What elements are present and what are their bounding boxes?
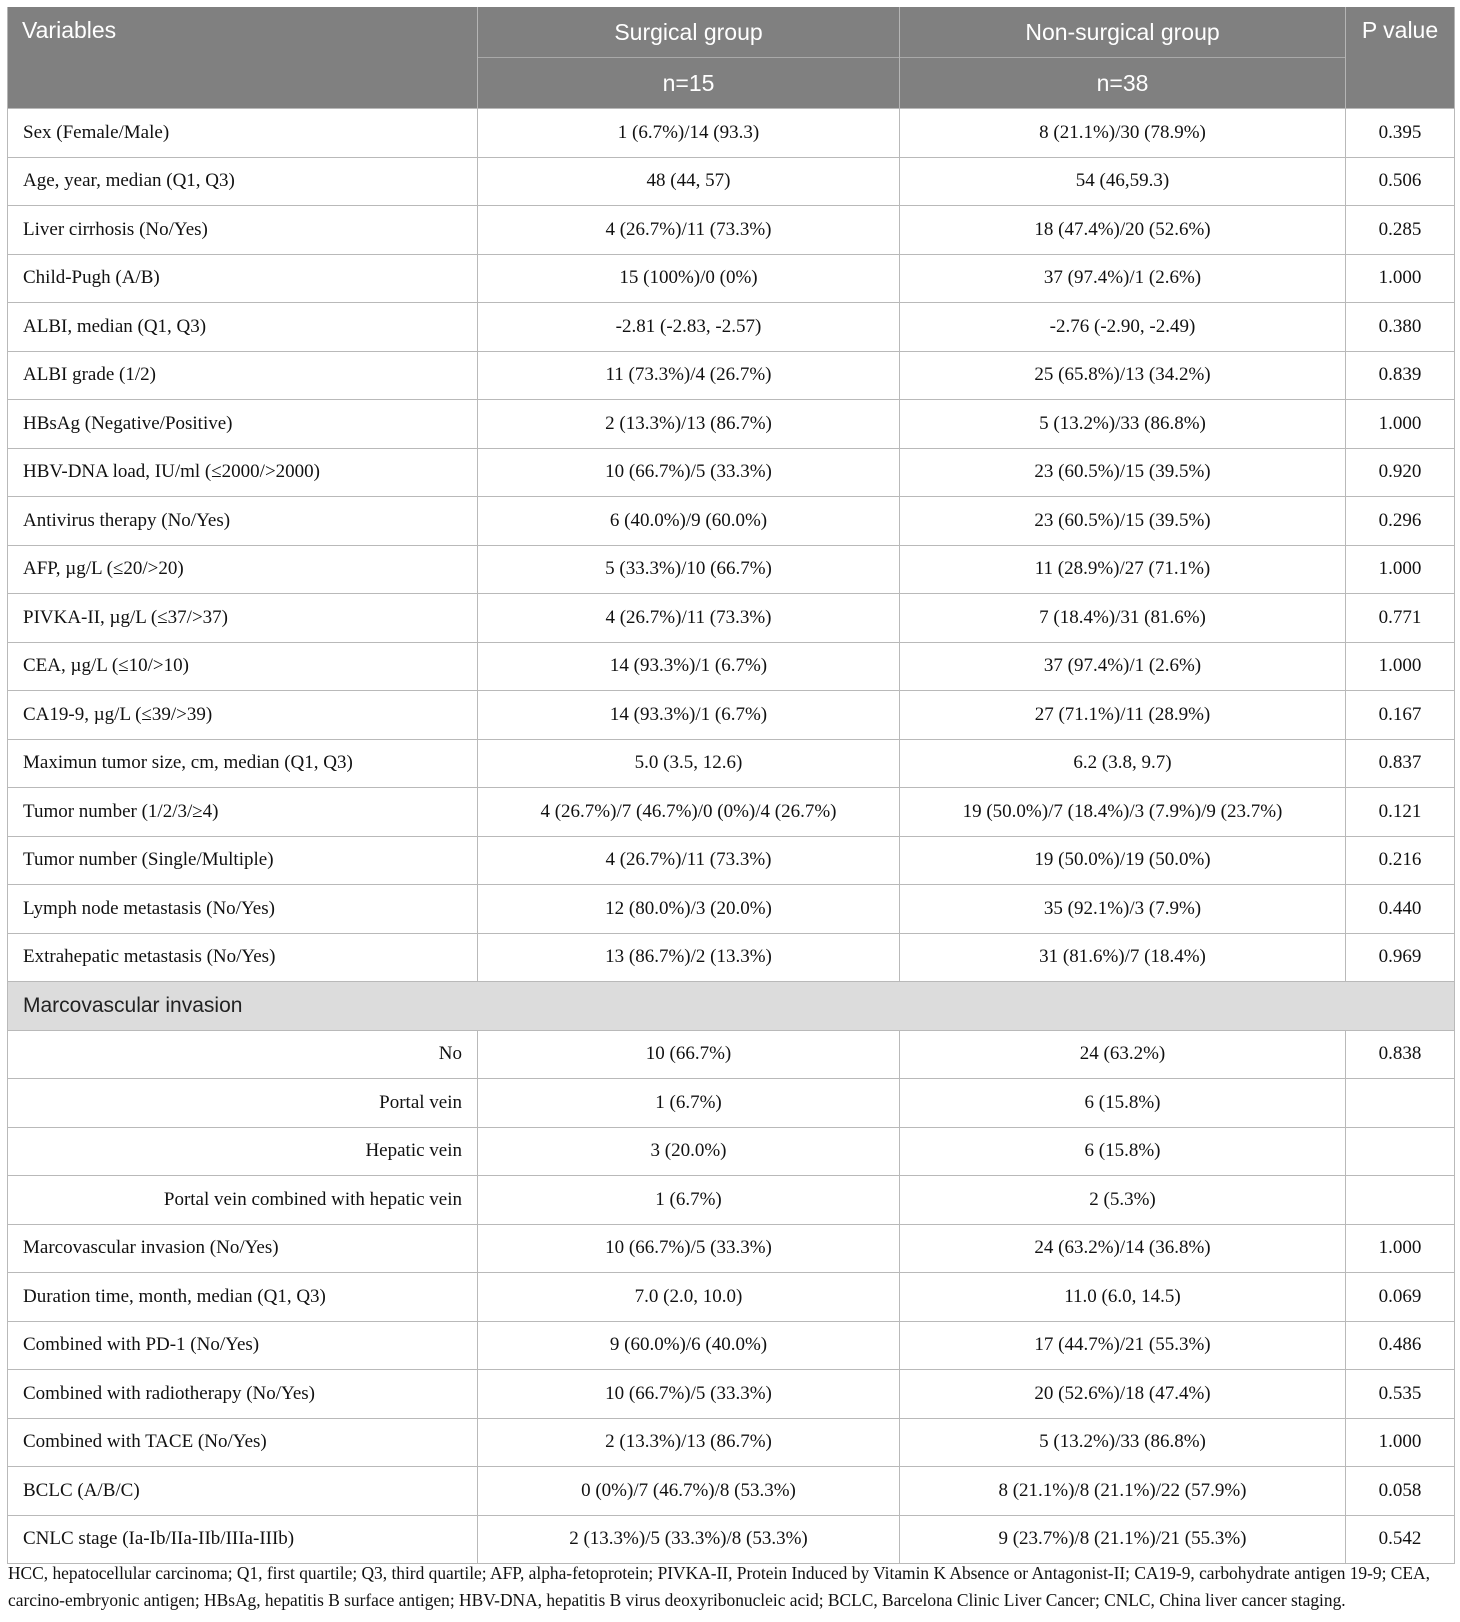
- table-row: [8, 1273, 1455, 1322]
- p-value: [1346, 1176, 1455, 1225]
- table-body-top: [8, 109, 1455, 982]
- surgical-value: 2 (13.3%)/5 (33.3%)/8 (53.3%): [478, 1515, 900, 1564]
- table-row: [8, 1467, 1455, 1516]
- p-value: 0.920: [1346, 448, 1455, 497]
- p-value: 0.440: [1346, 885, 1455, 934]
- surgical-value: 10 (66.7%)/5 (33.3%): [478, 1224, 900, 1273]
- row-label: Liver cirrhosis (No/Yes): [8, 206, 478, 255]
- nonsurgical-value: 20 (52.6%)/18 (47.4%): [900, 1370, 1346, 1419]
- table-row: [8, 642, 1455, 691]
- surgical-value: 9 (60.0%)/6 (40.0%): [478, 1321, 900, 1370]
- row-label: CNLC stage (Ia-Ib/IIa-IIb/IIIa-IIIb): [8, 1515, 478, 1564]
- surgical-value: 12 (80.0%)/3 (20.0%): [478, 885, 900, 934]
- row-label: HBsAg (Negative/Positive): [8, 400, 478, 449]
- table-header: [8, 7, 1455, 109]
- row-label: Marcovascular invasion (No/Yes): [8, 1224, 478, 1273]
- p-value: 1.000: [1346, 642, 1455, 691]
- surgical-value: 1 (6.7%): [478, 1079, 900, 1128]
- nonsurgical-value: 23 (60.5%)/15 (39.5%): [900, 497, 1346, 546]
- p-value: 0.542: [1346, 1515, 1455, 1564]
- table-body-bottom: [8, 1224, 1455, 1564]
- table-row: [8, 836, 1455, 885]
- row-label: Child-Pugh (A/B): [8, 254, 478, 303]
- surgical-value: 4 (26.7%)/11 (73.3%): [478, 206, 900, 255]
- table-wrapper: [7, 7, 1454, 1564]
- table-row: [8, 254, 1455, 303]
- table-row: [8, 885, 1455, 934]
- row-label: Lymph node metastasis (No/Yes): [8, 885, 478, 934]
- table-body-sub: [8, 1030, 1455, 1224]
- nonsurgical-value: 8 (21.1%)/8 (21.1%)/22 (57.9%): [900, 1467, 1346, 1516]
- row-label: AFP, µg/L (≤20/>20): [8, 545, 478, 594]
- p-value: 0.771: [1346, 594, 1455, 643]
- table-section: [8, 982, 1455, 1031]
- surgical-value: 10 (66.7%)/5 (33.3%): [478, 1370, 900, 1419]
- p-value: 0.969: [1346, 933, 1455, 982]
- table-row: [8, 691, 1455, 740]
- row-label: Combined with radiotherapy (No/Yes): [8, 1370, 478, 1419]
- row-label: Combined with TACE (No/Yes): [8, 1418, 478, 1467]
- row-label: Portal vein combined with hepatic vein: [8, 1176, 478, 1225]
- surgical-value: 7.0 (2.0, 10.0): [478, 1273, 900, 1322]
- row-label: Tumor number (Single/Multiple): [8, 836, 478, 885]
- header-surgical-n: n=15: [478, 58, 900, 109]
- row-label: Maximun tumor size, cm, median (Q1, Q3): [8, 739, 478, 788]
- table-row: [8, 448, 1455, 497]
- row-label: Sex (Female/Male): [8, 109, 478, 158]
- table-row: [8, 351, 1455, 400]
- p-value: 1.000: [1346, 545, 1455, 594]
- surgical-value: 2 (13.3%)/13 (86.7%): [478, 1418, 900, 1467]
- p-value: 1.000: [1346, 1418, 1455, 1467]
- p-value: 1.000: [1346, 400, 1455, 449]
- row-label: Extrahepatic metastasis (No/Yes): [8, 933, 478, 982]
- nonsurgical-value: 2 (5.3%): [900, 1176, 1346, 1225]
- header-row: [8, 7, 1455, 58]
- surgical-value: 5.0 (3.5, 12.6): [478, 739, 900, 788]
- nonsurgical-value: 11.0 (6.0, 14.5): [900, 1273, 1346, 1322]
- p-value: 0.506: [1346, 157, 1455, 206]
- row-label: Tumor number (1/2/3/≥4): [8, 788, 478, 837]
- table-row: [8, 545, 1455, 594]
- row-label: Portal vein: [8, 1079, 478, 1128]
- header-nonsurgical-group: Non-surgical group: [900, 7, 1346, 58]
- table-row: [8, 1515, 1455, 1564]
- surgical-value: 14 (93.3%)/1 (6.7%): [478, 691, 900, 740]
- nonsurgical-value: 37 (97.4%)/1 (2.6%): [900, 642, 1346, 691]
- p-value: 0.535: [1346, 1370, 1455, 1419]
- surgical-value: 4 (26.7%)/7 (46.7%)/0 (0%)/4 (26.7%): [478, 788, 900, 837]
- nonsurgical-value: 5 (13.2%)/33 (86.8%): [900, 1418, 1346, 1467]
- nonsurgical-value: 25 (65.8%)/13 (34.2%): [900, 351, 1346, 400]
- surgical-value: 2 (13.3%)/13 (86.7%): [478, 400, 900, 449]
- row-label: Antivirus therapy (No/Yes): [8, 497, 478, 546]
- surgical-value: 10 (66.7%): [478, 1030, 900, 1079]
- p-value: 0.121: [1346, 788, 1455, 837]
- row-label: Combined with PD-1 (No/Yes): [8, 1321, 478, 1370]
- p-value: 0.216: [1346, 836, 1455, 885]
- nonsurgical-value: 11 (28.9%)/27 (71.1%): [900, 545, 1346, 594]
- p-value: 0.285: [1346, 206, 1455, 255]
- table-row: [8, 933, 1455, 982]
- baseline-characteristics-table: [7, 7, 1455, 1564]
- table-row: [8, 1127, 1455, 1176]
- table-row: [8, 206, 1455, 255]
- nonsurgical-value: 5 (13.2%)/33 (86.8%): [900, 400, 1346, 449]
- p-value: [1346, 1079, 1455, 1128]
- p-value: 0.069: [1346, 1273, 1455, 1322]
- surgical-value: 1 (6.7%)/14 (93.3): [478, 109, 900, 158]
- header-p-value: P value: [1346, 7, 1455, 109]
- nonsurgical-value: 8 (21.1%)/30 (78.9%): [900, 109, 1346, 158]
- p-value: 0.395: [1346, 109, 1455, 158]
- nonsurgical-value: 19 (50.0%)/7 (18.4%)/3 (7.9%)/9 (23.7%): [900, 788, 1346, 837]
- table-row: [8, 1321, 1455, 1370]
- surgical-value: 15 (100%)/0 (0%): [478, 254, 900, 303]
- p-value: 1.000: [1346, 254, 1455, 303]
- surgical-value: 3 (20.0%): [478, 1127, 900, 1176]
- table-row: [8, 109, 1455, 158]
- p-value: [1346, 1127, 1455, 1176]
- surgical-value: 11 (73.3%)/4 (26.7%): [478, 351, 900, 400]
- table-row: [8, 1224, 1455, 1273]
- surgical-value: 4 (26.7%)/11 (73.3%): [478, 836, 900, 885]
- surgical-value: 48 (44, 57): [478, 157, 900, 206]
- row-label: CEA, µg/L (≤10/>10): [8, 642, 478, 691]
- table-row: [8, 303, 1455, 352]
- nonsurgical-value: -2.76 (-2.90, -2.49): [900, 303, 1346, 352]
- section-label: Marcovascular invasion: [8, 982, 1455, 1031]
- nonsurgical-value: 24 (63.2%)/14 (36.8%): [900, 1224, 1346, 1273]
- p-value: 0.296: [1346, 497, 1455, 546]
- nonsurgical-value: 27 (71.1%)/11 (28.9%): [900, 691, 1346, 740]
- nonsurgical-value: 6 (15.8%): [900, 1079, 1346, 1128]
- row-label: PIVKA-II, µg/L (≤37/>37): [8, 594, 478, 643]
- p-value: 1.000: [1346, 1224, 1455, 1273]
- surgical-value: -2.81 (-2.83, -2.57): [478, 303, 900, 352]
- header-nonsurgical-n: n=38: [900, 58, 1346, 109]
- header-surgical-group: Surgical group: [478, 7, 900, 58]
- surgical-value: 6 (40.0%)/9 (60.0%): [478, 497, 900, 546]
- nonsurgical-value: 7 (18.4%)/31 (81.6%): [900, 594, 1346, 643]
- surgical-value: 5 (33.3%)/10 (66.7%): [478, 545, 900, 594]
- table-row: [8, 788, 1455, 837]
- nonsurgical-value: 6.2 (3.8, 9.7): [900, 739, 1346, 788]
- table-row: [8, 157, 1455, 206]
- surgical-value: 0 (0%)/7 (46.7%)/8 (53.3%): [478, 1467, 900, 1516]
- nonsurgical-value: 6 (15.8%): [900, 1127, 1346, 1176]
- p-value: 0.486: [1346, 1321, 1455, 1370]
- nonsurgical-value: 17 (44.7%)/21 (55.3%): [900, 1321, 1346, 1370]
- row-label: HBV-DNA load, IU/ml (≤2000/>2000): [8, 448, 478, 497]
- surgical-value: 4 (26.7%)/11 (73.3%): [478, 594, 900, 643]
- row-label: No: [8, 1030, 478, 1079]
- p-value: 0.380: [1346, 303, 1455, 352]
- table-row: [8, 1079, 1455, 1128]
- p-value: 0.058: [1346, 1467, 1455, 1516]
- p-value: 0.838: [1346, 1030, 1455, 1079]
- row-label: CA19-9, µg/L (≤39/>39): [8, 691, 478, 740]
- nonsurgical-value: 54 (46,59.3): [900, 157, 1346, 206]
- table-footnote: HCC, hepatocellular carcinoma; Q1, first quartile; Q3, third quartile; AFP, alpha-fetoprotein; PIVKA-II, Protein Induced by Vitamin K Absence or Antagonist-II; CA19-9, carbohydrate antigen 19-9; CEA, carcino-embryonic antigen; HBsAg, hepatitis B surface antigen; HBV-DNA, hepatitis B virus deoxyribonucleic acid; BCLC, Barcelona Clinic Liver Cancer; CNLC, China liver cancer staging.: [8, 1563, 1430, 1610]
- row-label: Age, year, median (Q1, Q3): [8, 157, 478, 206]
- table-row: [8, 1418, 1455, 1467]
- surgical-value: 14 (93.3%)/1 (6.7%): [478, 642, 900, 691]
- nonsurgical-value: 31 (81.6%)/7 (18.4%): [900, 933, 1346, 982]
- surgical-value: 13 (86.7%)/2 (13.3%): [478, 933, 900, 982]
- p-value: 0.839: [1346, 351, 1455, 400]
- row-label: ALBI grade (1/2): [8, 351, 478, 400]
- table-row: [8, 1176, 1455, 1225]
- nonsurgical-value: 24 (63.2%): [900, 1030, 1346, 1079]
- row-label: BCLC (A/B/C): [8, 1467, 478, 1516]
- table-row: [8, 739, 1455, 788]
- row-label: Duration time, month, median (Q1, Q3): [8, 1273, 478, 1322]
- row-label: Hepatic vein: [8, 1127, 478, 1176]
- row-label: ALBI, median (Q1, Q3): [8, 303, 478, 352]
- nonsurgical-value: 37 (97.4%)/1 (2.6%): [900, 254, 1346, 303]
- table-row: [8, 1370, 1455, 1419]
- surgical-value: 1 (6.7%): [478, 1176, 900, 1225]
- p-value: 0.167: [1346, 691, 1455, 740]
- nonsurgical-value: 35 (92.1%)/3 (7.9%): [900, 885, 1346, 934]
- nonsurgical-value: 18 (47.4%)/20 (52.6%): [900, 206, 1346, 255]
- table-row: [8, 497, 1455, 546]
- table-row: [8, 1030, 1455, 1079]
- surgical-value: 10 (66.7%)/5 (33.3%): [478, 448, 900, 497]
- table-row: [8, 594, 1455, 643]
- section-header-row: [8, 982, 1455, 1031]
- nonsurgical-value: 9 (23.7%)/8 (21.1%)/21 (55.3%): [900, 1515, 1346, 1564]
- nonsurgical-value: 23 (60.5%)/15 (39.5%): [900, 448, 1346, 497]
- header-variables: Variables: [8, 7, 478, 109]
- nonsurgical-value: 19 (50.0%)/19 (50.0%): [900, 836, 1346, 885]
- table-row: [8, 400, 1455, 449]
- p-value: 0.837: [1346, 739, 1455, 788]
